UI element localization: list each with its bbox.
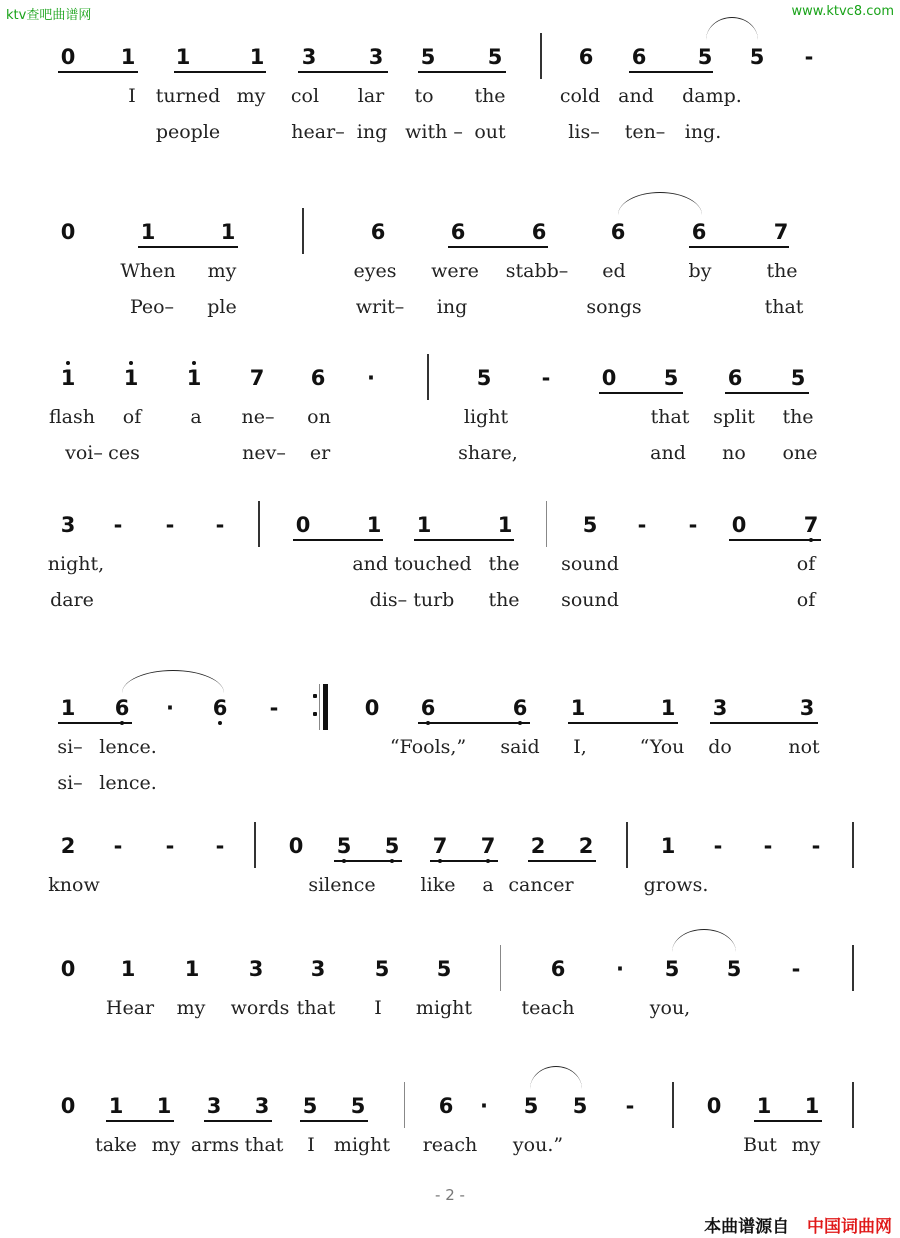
lyric: ple [207,296,237,318]
lyric: sound [561,589,619,611]
lyric: you.” [512,1134,564,1156]
lyric: that [764,296,804,318]
barline [852,822,854,868]
lyric: that [244,1134,284,1156]
note: 5 [790,366,806,390]
note: - [804,45,814,69]
note: 7 [476,834,500,858]
footer-source-label: 本曲谱源自 [704,1217,790,1237]
lyric: my [236,85,266,107]
barline [852,945,854,991]
lyric: cancer [508,874,574,896]
lyric: I [374,997,382,1019]
note: 2 [60,834,76,858]
note: 0 [295,513,311,537]
note: 6 [550,957,566,981]
note: 5 [332,834,356,858]
note: 6 [370,220,386,244]
note: 0 [364,696,380,720]
underline [754,1120,822,1122]
barline [546,501,547,547]
underline [710,722,818,724]
note: - [269,696,279,720]
underline [293,539,383,541]
lyric: one [782,442,818,464]
note: 6 [310,366,326,390]
note: 5 [726,957,742,981]
lyric: songs [586,296,642,318]
note: 2 [530,834,546,858]
lyric: lar [357,85,385,107]
underline [430,860,498,862]
lyric: the [488,589,520,611]
note: 1 [156,1094,172,1118]
lyric: lis– [568,121,600,143]
lyric: the [782,406,814,428]
note: - [763,834,773,858]
note: 1 [56,366,80,390]
lyric: that [650,406,690,428]
note: 6 [416,696,440,720]
lyric: the [766,260,798,282]
underline [689,246,789,248]
note: - [165,834,175,858]
note: 7 [799,513,823,537]
lyric: and touched [352,553,472,575]
lyric: split [713,406,755,428]
note: 6 [508,696,532,720]
lyric: I [307,1134,315,1156]
note: 1 [804,1094,820,1118]
underline [418,722,530,724]
note: 0 [60,1094,76,1118]
lyric: reach [422,1134,478,1156]
lyric: on [307,406,331,428]
note: 0 [706,1094,722,1118]
note: 6 [578,45,594,69]
underline [418,71,506,73]
note: 3 [60,513,76,537]
note: · [367,366,375,390]
final-barline [323,684,328,730]
note: 5 [582,513,598,537]
lyric: by [688,260,712,282]
lyric: Hear [105,997,155,1019]
underline [138,246,238,248]
note: 1 [120,957,136,981]
lyric: of [796,589,816,611]
note: 6 [110,696,134,720]
note: · [480,1094,488,1118]
note: 7 [249,366,265,390]
note: 3 [368,45,384,69]
lyric: ne– [241,406,275,428]
lyric: nev– [242,442,286,464]
note: - [215,513,225,537]
note: 1 [497,513,513,537]
slur [530,1066,582,1089]
note: 0 [601,366,617,390]
note: 2 [578,834,594,858]
note: · [166,696,174,720]
lyric: ing [356,121,388,143]
lyric: take [95,1134,137,1156]
note: - [165,513,175,537]
note: 7 [428,834,452,858]
note: 1 [249,45,265,69]
note: 5 [572,1094,588,1118]
lyric: not [788,736,820,758]
lyric: flash [49,406,95,428]
lyric: might [415,997,473,1019]
barline [302,208,304,254]
note: 3 [310,957,326,981]
lyric: you, [649,997,691,1019]
note: 5 [749,45,765,69]
barline [626,822,628,868]
note: 1 [220,220,236,244]
lyric: lence. [99,736,157,758]
underline [629,71,713,73]
note: 1 [184,957,200,981]
note: - [541,366,551,390]
note: 1 [660,834,676,858]
note: 1 [416,513,432,537]
note: 5 [476,366,492,390]
lyric: I [128,85,136,107]
note: - [625,1094,635,1118]
lyric: the [474,85,506,107]
lyric: col [290,85,320,107]
lyric: But [743,1134,777,1156]
lyric: ing. [684,121,722,143]
note: - [811,834,821,858]
slur [672,929,736,952]
lyric: that [296,997,336,1019]
lyric: and [650,442,686,464]
lyric: “Fools,” [389,736,467,758]
note: 5 [663,366,679,390]
note: 7 [773,220,789,244]
lyric: out [474,121,506,143]
underline [204,1120,272,1122]
footer-source-site[interactable]: 中国词曲网 [807,1217,892,1237]
lyric: night, [47,553,105,575]
note: 1 [660,696,676,720]
barline [672,1082,674,1128]
note: 1 [140,220,156,244]
lyric: know [48,874,100,896]
lyric: words [230,997,290,1019]
barline [540,33,542,79]
note: 1 [175,45,191,69]
underline [448,246,548,248]
lyric: I, [573,736,587,758]
lyric: no [722,442,746,464]
note: - [215,834,225,858]
slur [618,192,702,215]
note: - [113,834,123,858]
note: 0 [60,220,76,244]
underline [725,392,809,394]
lyric: arms [190,1134,240,1156]
lyric: a [190,406,202,428]
repeat-dot [313,712,317,716]
underline [528,860,596,862]
note: 1 [756,1094,772,1118]
note: 6 [631,45,647,69]
underline [599,392,683,394]
note: 0 [731,513,747,537]
underline [58,722,132,724]
note: 5 [380,834,404,858]
note: 3 [799,696,815,720]
lyric: the [488,553,520,575]
lyric: sound [561,553,619,575]
note: 3 [301,45,317,69]
repeat-dot [313,694,317,698]
lyric: “You [639,736,685,758]
lyric: er [309,442,331,464]
underline [300,1120,368,1122]
lyric: dis– turb [369,589,455,611]
note: - [713,834,723,858]
note: 5 [523,1094,539,1118]
lyric: When [120,260,176,282]
note: 5 [487,45,503,69]
lyric: ing [436,296,468,318]
lyric: like [420,874,456,896]
note: 1 [182,366,206,390]
lyric: teach [521,997,575,1019]
lyric: dare [50,589,94,611]
lyric: hear– [291,121,345,143]
barline [404,1082,405,1128]
barline [258,501,260,547]
note: 5 [420,45,436,69]
note: 3 [254,1094,270,1118]
note: · [616,957,624,981]
lyric: si– [57,736,83,758]
note: 3 [206,1094,222,1118]
slur [706,17,758,40]
barline [254,822,256,868]
lyric: might [333,1134,391,1156]
note: - [637,513,647,537]
lyric: my [791,1134,821,1156]
lyric: people [155,121,221,143]
note: 6 [531,220,547,244]
underline [334,860,402,862]
note: 1 [366,513,382,537]
underline [414,539,514,541]
note: 5 [302,1094,318,1118]
barline [427,354,429,400]
note: 1 [570,696,586,720]
note: 5 [436,957,452,981]
barline [319,684,320,730]
note: 1 [60,696,76,720]
lyric: share, [458,442,518,464]
lyric: ten– [624,121,666,143]
page-number: - 2 - [435,1186,465,1204]
lyric: were [431,260,479,282]
note: 3 [712,696,728,720]
note: 6 [450,220,466,244]
lyric: stabb– [505,260,569,282]
lyric: cold [559,85,601,107]
note: 1 [119,366,143,390]
lyric: si– [57,772,83,794]
underline [58,71,138,73]
note: 6 [208,696,232,720]
lyric: said [500,736,540,758]
underline [568,722,678,724]
note: 6 [438,1094,454,1118]
note: 5 [374,957,390,981]
note: 1 [120,45,136,69]
barline [852,1082,854,1128]
note: 6 [727,366,743,390]
lyric: do [708,736,732,758]
note: 6 [610,220,626,244]
note: - [791,957,801,981]
note: 0 [60,957,76,981]
note: - [688,513,698,537]
lyric: writ– [355,296,405,318]
lyric: ed [602,260,626,282]
lyric: ces [108,442,140,464]
lyric: voi– [65,442,103,464]
note: 0 [288,834,304,858]
lyric: my [207,260,237,282]
lyric: with – [405,121,463,143]
lyric: light [463,406,509,428]
note: - [113,513,123,537]
note: 5 [664,957,680,981]
header-site-right[interactable]: www.ktvc8.com [791,4,894,19]
header-site-left[interactable]: ktv查吧曲谱网 [6,8,92,23]
lyric: of [122,406,142,428]
lyric: of [796,553,816,575]
underline [298,71,388,73]
footer-source [704,1212,892,1237]
barline [500,945,501,991]
note: 3 [248,957,264,981]
lyric: and [618,85,654,107]
slur [122,670,224,693]
underline [174,71,266,73]
lyric: lence. [99,772,157,794]
lyric: eyes [353,260,397,282]
lyric: my [176,997,206,1019]
lyric: turned [155,85,221,107]
lyric: silence [308,874,376,896]
note: 5 [697,45,713,69]
lyric: my [151,1134,181,1156]
lyric: damp. [682,85,742,107]
note: 6 [691,220,707,244]
note: 0 [60,45,76,69]
note: 1 [108,1094,124,1118]
underline [106,1120,174,1122]
lyric: grows. [643,874,709,896]
note: 5 [350,1094,366,1118]
lyric: a [482,874,494,896]
underline [729,539,821,541]
lyric: Peo– [129,296,175,318]
lyric: to [414,85,434,107]
